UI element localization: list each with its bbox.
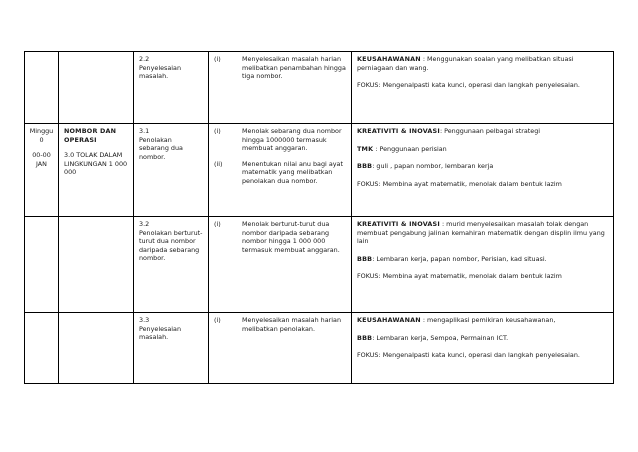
note-label: BBB bbox=[357, 333, 373, 342]
objective-text: Menolak sebarang dua nombor hingga 1000000 termasuk membuat anggaran. bbox=[242, 127, 342, 153]
table-row bbox=[25, 313, 614, 384]
objective-cell bbox=[209, 52, 352, 124]
note-focus bbox=[357, 351, 608, 360]
note-creativity: KREATIVITI & INOVASI: Penggunaan pelbagai strategi bbox=[357, 127, 541, 135]
table-row bbox=[25, 52, 614, 124]
note-text: FOKUS: Mengenalpasti kata kunci, operasi dan langkah penyelesaian. bbox=[357, 81, 580, 90]
objective-text: Menolak berturut-turut dua nombor daripada sebarang nombor hingga 1 000 000 termasuk membuat anggaran. bbox=[242, 220, 340, 254]
note-text: Menggunakan soalan yang melibatkan situasi perniagaan dan wang. bbox=[357, 55, 574, 72]
subtopic-title: 3.0 TOLAK DALAM LINGKUNGAN 1 000 000 bbox=[64, 151, 128, 177]
note-focus bbox=[357, 81, 608, 90]
note-creativity: KREATIVITI & INOVASI : murid menyelesaikan masalah tolak dengan membuat pengabung jalinan kemahiran matematik dengan displin ilmu yang lain bbox=[357, 220, 605, 246]
note-label: TMK bbox=[357, 144, 374, 153]
rpt-table bbox=[24, 51, 614, 384]
objective-item bbox=[214, 316, 346, 333]
week-cell bbox=[25, 313, 59, 384]
table-row bbox=[25, 217, 614, 313]
standard-number: 3.1 bbox=[139, 127, 150, 135]
topic-cell bbox=[59, 313, 134, 384]
objective-text: Menyelesaikan masalah harian melibatkan penolakan. bbox=[242, 316, 342, 333]
note-label: BBB bbox=[357, 162, 373, 171]
objective-number: (ii) bbox=[214, 159, 223, 168]
standard-number: 3.3 bbox=[139, 316, 150, 324]
objective-item bbox=[214, 127, 346, 153]
note-label: KREATIVITI & INOVASI bbox=[357, 220, 440, 228]
standard-cell bbox=[134, 313, 209, 384]
note-text: FOKUS: Membina ayat matematik, menolak dalam bentuk lazim bbox=[357, 272, 562, 281]
note-label: KREATIVITI & INOVASI bbox=[357, 127, 440, 135]
objective-number: (i) bbox=[214, 316, 221, 324]
week-cell bbox=[25, 217, 59, 313]
objective-number: (i) bbox=[214, 127, 221, 135]
standard-cell bbox=[134, 124, 209, 217]
note-ict: TMK : Penggunaan perisian bbox=[357, 144, 447, 153]
note-text: guli , papan nombor, lembaran kerja bbox=[376, 162, 494, 171]
objective-text: Menentukan nilai anu bagi ayat matematik yang melibatkan penolakan dua nombor. bbox=[242, 159, 343, 185]
notes-cell bbox=[352, 124, 614, 217]
standard-text: Penyelesaian masalah. bbox=[139, 324, 182, 342]
week-label: Minggu 0 bbox=[29, 127, 54, 144]
notes-cell bbox=[352, 217, 614, 313]
note-text: Lembaran kerja, Sempoa, Permainan ICT. bbox=[376, 333, 509, 342]
topic-cell bbox=[59, 52, 134, 124]
note-focus bbox=[357, 180, 608, 189]
note-label: KEUSAHAWANAN bbox=[357, 55, 421, 63]
note-text: mengaplikasi pemikiran keusahawanan, bbox=[427, 316, 556, 324]
topic-title: NOMBOR DAN OPERASI bbox=[64, 127, 117, 144]
table-row bbox=[25, 124, 614, 217]
objective-cell bbox=[209, 124, 352, 217]
objective-number: (i) bbox=[214, 55, 221, 63]
note-label: BBB bbox=[357, 254, 373, 263]
note-label: KEUSAHAWANAN bbox=[357, 316, 421, 324]
date-label: 00-00 JAN bbox=[32, 151, 51, 168]
note-focus bbox=[357, 272, 608, 281]
note-text: FOKUS: Membina ayat matematik, menolak dalam bentuk lazim bbox=[357, 179, 562, 188]
objective-item bbox=[214, 160, 346, 186]
standard-cell bbox=[134, 217, 209, 313]
notes-cell bbox=[352, 52, 614, 124]
objective-item bbox=[214, 220, 346, 254]
objective-text: Menyelesaikan masalah harian melibatkan penambahan hingga tiga nombor. bbox=[242, 55, 346, 81]
note-text: Penggunaan perisian bbox=[379, 144, 447, 153]
note-text: murid menyelesaikan masalah tolak dengan membuat pengabung jalinan kemahiran matematik dengan displin ilmu yang lain bbox=[357, 220, 605, 246]
note-materials: BBB: Lembaran kerja, Sempoa, Permainan ICT. bbox=[357, 333, 509, 342]
standard-number: 2.2 bbox=[139, 55, 150, 63]
notes-cell bbox=[352, 313, 614, 384]
note-entrepreneurship: KEUSAHAWANAN : Menggunakan soalan yang melibatkan situasi perniagaan dan wang. bbox=[357, 55, 574, 72]
note-text: Penggunaan pelbagai strategi bbox=[444, 127, 541, 135]
standard-text: Penolakan berturut-turut dua nombor daripada sebarang nombor. bbox=[139, 228, 203, 263]
note-materials: BBB: Lembaran kerja, papan nombor, Perisian, kad situasi. bbox=[357, 254, 547, 263]
note-entrepreneurship: KEUSAHAWANAN : mengaplikasi pemikiran keusahawanan, bbox=[357, 316, 556, 324]
standard-cell bbox=[134, 52, 209, 124]
objective-item bbox=[214, 55, 346, 81]
note-materials: BBB: guli , papan nombor, lembaran kerja bbox=[357, 162, 494, 171]
standard-text: Penolakan sebarang dua nombor. bbox=[139, 135, 183, 161]
standard-text: Penyelesaian masalah. bbox=[139, 63, 182, 81]
topic-cell bbox=[59, 124, 134, 217]
note-text: FOKUS: Mengenalpasti kata kunci, operasi dan langkah penyelesaian. bbox=[357, 351, 580, 360]
objective-cell bbox=[209, 217, 352, 313]
topic-cell bbox=[59, 217, 134, 313]
objective-number: (i) bbox=[214, 220, 221, 228]
objective-cell bbox=[209, 313, 352, 384]
week-cell bbox=[25, 124, 59, 217]
week-cell bbox=[25, 52, 59, 124]
standard-number: 3.2 bbox=[139, 220, 150, 228]
note-text: Lembaran kerja, papan nombor, Perisian, kad situasi. bbox=[376, 254, 547, 263]
